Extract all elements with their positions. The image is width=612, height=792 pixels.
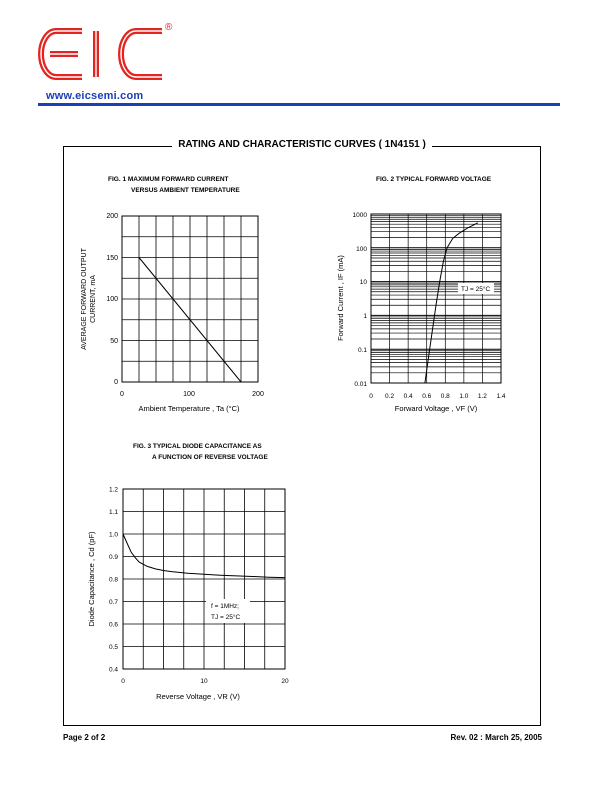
fig2-title: FIG. 2 TYPICAL FORWARD VOLTAGE — [376, 176, 492, 183]
fig1-ytick: 0 — [114, 379, 118, 386]
fig2-ytick: 1 — [363, 313, 367, 320]
fig2-ytick: 0.01 — [354, 381, 367, 388]
fig2-chart — [330, 205, 530, 420]
website-link[interactable]: www.eicsemi.com — [46, 90, 144, 102]
page-title: RATING AND CHARACTERISTIC CURVES ( 1N4151 ) — [63, 139, 541, 150]
fig2-xtick: 0.6 — [422, 393, 432, 400]
fig2-xtick: 1.0 — [459, 393, 469, 400]
fig1-ylabel-line1: AVERAGE FORWARD OUTPUT — [81, 248, 88, 350]
fig3-xtick: 10 — [200, 678, 208, 685]
fig3-ylabel: Diode Capacitance , Cd (pF) — [87, 531, 96, 627]
fig2-xtick: 1.4 — [496, 393, 506, 400]
fig2-ytick: 1000 — [352, 212, 367, 219]
fig3-ytick: 0.6 — [108, 621, 118, 629]
fig1-ylabel-line2: CURRENT, mA — [90, 275, 97, 323]
fig2-annotation: TJ = 25°C — [461, 286, 491, 293]
fig2-ytick: 100 — [356, 246, 367, 253]
fig2-xtick: 0 — [369, 393, 373, 400]
eic-logo — [38, 22, 178, 86]
fig3-ytick: 0.7 — [108, 599, 118, 606]
fig2-xlabel: Forward Voltage , VF (V) — [394, 404, 478, 413]
registered-mark: ® — [165, 22, 173, 33]
fig3-xtick: 0 — [121, 678, 125, 685]
fig3-ytick: 0.9 — [108, 554, 118, 561]
fig2-xtick: 0.2 — [385, 393, 395, 400]
fig3-xlabel: Reverse Voltage , VR (V) — [156, 692, 240, 701]
fig2-ylabel: Forward Current , IF (mA) — [336, 255, 345, 341]
fig3-annotation-line2: TJ = 25°C — [211, 614, 241, 621]
fig2-plot-area — [371, 214, 501, 383]
fig1-xlabel: Ambient Temperature , Ta (°C) — [138, 404, 240, 413]
fig1-ytick: 50 — [110, 338, 118, 345]
fig3-ytick: 0.4 — [108, 666, 118, 674]
fig1-ytick: 200 — [106, 213, 118, 220]
fig1-xtick: 200 — [252, 391, 264, 398]
fig2-xtick: 0.4 — [403, 393, 413, 400]
fig1-xtick: 100 — [183, 391, 195, 398]
footer-revision: Rev. 02 : March 25, 2005 — [450, 733, 542, 742]
fig3-annotation-line1: f = 1MHz; — [211, 603, 239, 610]
fig3-ytick: 1.0 — [108, 531, 118, 539]
fig1-ytick: 100 — [106, 296, 118, 303]
fig2-ytick: 0.1 — [357, 347, 367, 354]
fig1-ytick: 150 — [106, 255, 118, 262]
fig3-ytick: 0.8 — [108, 576, 118, 584]
fig2-series-line — [425, 223, 478, 383]
header-rule — [38, 103, 560, 106]
fig2-ytick: 10 — [359, 279, 367, 286]
fig2-xtick: 0.8 — [440, 393, 450, 400]
fig3-title: FIG. 3 TYPICAL DIODE CAPACITANCE AS A FUNCTION OF REVERSE VOLTAGE — [133, 443, 268, 461]
fig3-ytick: 1.2 — [108, 486, 118, 494]
fig3-ytick: 1.1 — [108, 509, 118, 516]
fig1-xtick: 0 — [120, 391, 124, 398]
fig1-title: FIG. 1 MAXIMUM FORWARD CURRENT VERSUS AMBIENT TEMPERATURE — [108, 176, 240, 194]
fig1-chart — [70, 205, 290, 420]
fig3-chart — [80, 480, 295, 705]
fig2-xtick: 1.2 — [477, 393, 487, 400]
fig3-xtick: 20 — [281, 678, 289, 685]
footer-page-number: Page 2 of 2 — [63, 733, 106, 742]
fig3-ytick: 0.5 — [108, 644, 118, 651]
